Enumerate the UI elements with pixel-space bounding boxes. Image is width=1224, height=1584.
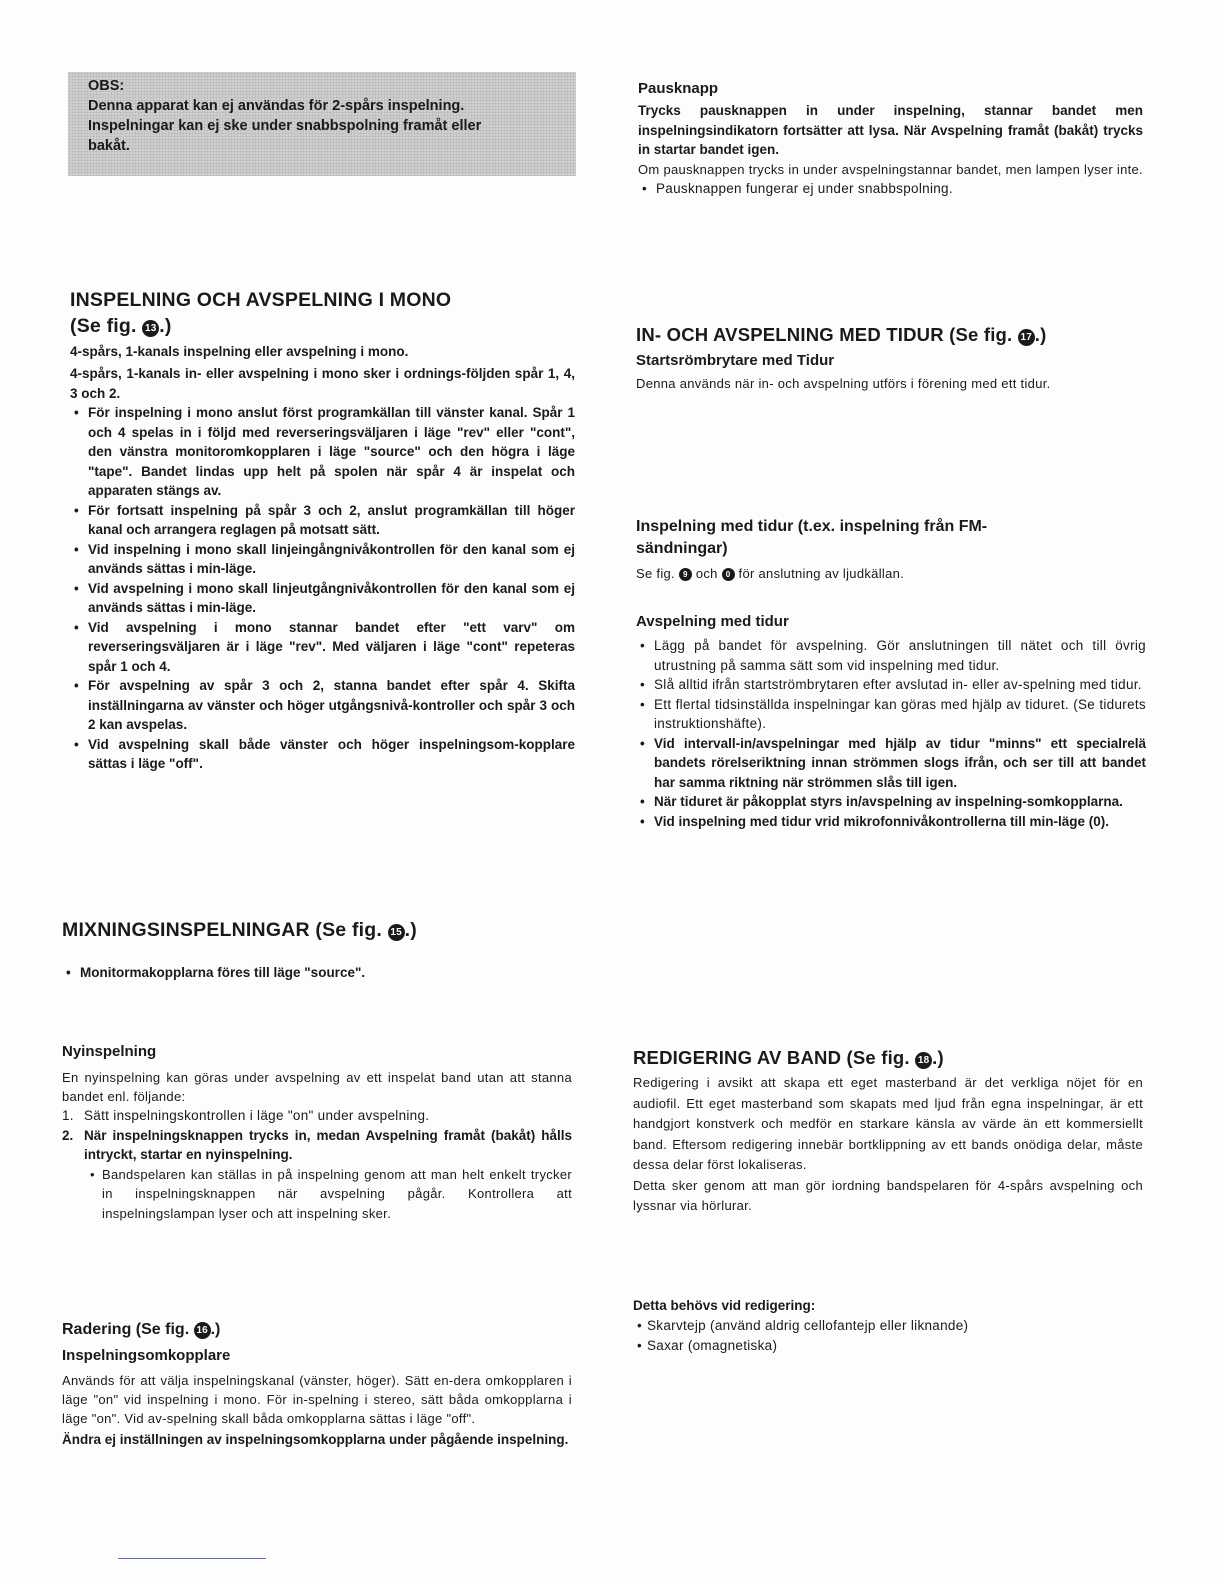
mix-section (62, 917, 572, 983)
mix-title-text: MIXNINGSINSPELNINGAR (62, 919, 310, 941)
redigering-section (633, 1045, 1143, 1217)
radering-text: Används för att välja inspelningskanal (vänster, höger). Sätt en-dera omkopplaren i läge "on" vid inspelning i mono. För in-spelning i stereo, sätt båda omkopplarna i läge "on". Vid av-spelning skall båda omkopplarna sättas i läge "off". (62, 1373, 572, 1426)
list-item: • För fortsatt inspelning på spår 3 och 2, anslut programkällan till höger kanal och arrangera reglagen på motsatt sätt. (70, 501, 575, 540)
tidur-avsp-bullets (636, 636, 1146, 831)
fig-suffix: .) (210, 1321, 221, 1338)
step-text: När inspelningsknappen trycks in, medan Avspelning framåt (bakåt) hålls intryckt, startar en nyinspelning. (84, 1127, 572, 1162)
obs-notice-box (68, 72, 576, 176)
text-prefix: Se fig. (636, 566, 675, 581)
nyinspelning-steps (62, 1106, 572, 1165)
paus-text: Om pausknappen trycks in under avspelningstannar bandet, men lampen lyser inte. (638, 161, 1143, 177)
tidur-insp-text (636, 564, 1056, 583)
list-item (62, 1106, 572, 1126)
list-item: • Vid avspelning i mono stannar bandet efter "ett varv" om reverseringsväljaren är i läge "rev". Med väljaren i läge "cont" repeteras spår 1 och 4. (70, 618, 575, 677)
text-suffix: för anslutning av ljudkällan. (738, 566, 905, 581)
fig-number-badge: 16 (194, 1322, 211, 1339)
tidur-avsp-section (636, 611, 1146, 831)
fig-suffix: .) (932, 1047, 944, 1068)
redigering-text2: Detta sker genom att man gör iordning bandspelaren för 4-spårs avspelning och lyssnar via hörlurar. (633, 1177, 1143, 1213)
obs-line: bakåt. (88, 138, 130, 154)
fig-number-badge: 18 (915, 1052, 932, 1069)
list-item: • För inspelning i mono anslut först programkällan till vänster kanal. Spår 1 och 4 spelas in i följd med reverseringsväljaren i läge "rev" eller "cont", den vänstra monitoromkopplaren i läge "source" och den högra i läge "tape". Bandet lindas upp helt på spolen när spår 4 är inspelat och apparaten stängs av. (70, 403, 575, 501)
mono-intro: 4-spårs, 1-kanals in- eller avspelning i mono sker i ordnings-följden spår 1, 4, 3 och 2. (70, 366, 575, 401)
text-mid: och (695, 566, 718, 581)
fig-number-badge: 13 (142, 320, 159, 337)
fig-suffix: .) (159, 315, 172, 337)
list-item: • Skarvtejp (använd aldrig cellofantejp eller liknande) (633, 1316, 1143, 1336)
redigering-text1: Redigering i avsikt att skapa ett eget masterband är det verkliga nöjet för en audiofil. Ett eget masterband som skapats med ljud från egna inspelningar, är ett handgjort konstverk och medför en starkare känsla av värde än ett kommersiellt band. Eftersom redigering innebär bortklippning av ett bands onödiga delar, måste dessa delar först lokaliseras. (633, 1075, 1143, 1172)
tidur-avsp-title: Avspelning med tidur (636, 613, 789, 630)
tidur-insp-section (636, 516, 1056, 583)
fig-suffix: .) (1034, 324, 1047, 345)
nyinspelning-intro: En nyinspelning kan göras under avspelning av ett inspelat band utan att stanna bandet enl. följande: (62, 1070, 572, 1104)
list-item: • Saxar (omagnetiska) (633, 1336, 1143, 1356)
tidur-section (636, 322, 1146, 393)
obs-line: Inspelningar kan ej ske under snabbspolning framåt eller (88, 118, 482, 134)
fig-prefix: (Se fig. (846, 1047, 910, 1068)
footer-divider (118, 1558, 266, 1559)
radering-title-text: Radering (62, 1321, 132, 1338)
list-item: • Vid inspelning med tidur vrid mikrofonnivåkontrollerna till min-läge (0). (636, 812, 1146, 832)
list-item: • Vid avspelning i mono skall linjeutgångnivåkontrollen för den kanal som ej används sättas i min-läge. (70, 579, 575, 618)
tidur-title (636, 322, 1146, 348)
mono-fig-ref (70, 313, 575, 339)
fig-prefix: (Se fig. (315, 919, 383, 941)
list-item (62, 1126, 572, 1165)
mix-bullet-list (62, 963, 572, 983)
radering-warning: Ändra ej inställningen av inspelningsomkopplarna under pågående inspelning. (62, 1432, 569, 1447)
obs-line: Denna apparat kan ej användas för 2-spårs inspelning. (88, 98, 465, 114)
fig-prefix: (Se fig. (949, 324, 1013, 345)
paus-section (638, 78, 1143, 198)
paus-text-bold: Trycks pausknappen in under inspelning, stannar bandet men inspelningsindikatorn fortsätter att lysa. När Avspelning framåt (bakåt) trycks in startar bandet igen. (638, 103, 1143, 157)
fig-number-badge: 15 (388, 924, 405, 941)
step-number: 1. (62, 1108, 74, 1123)
list-item: • Lägg på bandet för avspelning. Gör anslutningen till nätet och till övrig utrustning på samma sätt som vid inspelning med tidur. (636, 636, 1146, 675)
radering-title (62, 1318, 572, 1342)
mix-title (62, 917, 572, 943)
fig-suffix: .) (404, 919, 417, 941)
list-item: • Monitormakopplarna föres till läge "source". (62, 963, 572, 983)
mono-section (70, 287, 575, 774)
mono-bullet-list (70, 403, 575, 774)
fig-number-badge: 17 (1018, 329, 1035, 346)
list-item: • Vid avspelning skall både vänster och höger inspelningsom-kopplare sättas i läge "off". (70, 735, 575, 774)
paus-title: Pausknapp (638, 80, 719, 97)
tidur-text: Denna används när in- och avspelning utförs i förening med ett tidur. (636, 376, 1051, 391)
list-item: • Vid inspelning i mono skall linjeingångnivåkontrollen för den kanal som ej används sättas i min-läge. (70, 540, 575, 579)
list-item: • För avspelning av spår 3 och 2, stanna bandet efter spår 4. Skifta inställningarna av vänster och höger utgångsnivå-kontroller och spår 3 och 2 kan avspelas. (70, 676, 575, 735)
fig-number-badge: 9 (679, 568, 692, 581)
mono-title: INSPELNING OCH AVSPELNING I MONO (70, 289, 452, 311)
radering-section (62, 1318, 572, 1450)
radering-subtitle: Inspelningsomkopplare (62, 1347, 231, 1364)
mono-subtitle: 4-spårs, 1-kanals inspelning eller avspelning i mono. (70, 344, 409, 359)
behovs-list (633, 1316, 1143, 1355)
tidur-insp-title: Inspelning med tidur (t.ex. inspelning från FM-sändningar) (636, 518, 988, 557)
nyinspelning-note: • Bandspelaren kan ställas in på inspelning genom att man helt enkelt trycker in inspelningsknappen när avspelning pågår. Kontrollera att inspelningslampan lyser och att inspelning sker. (62, 1165, 572, 1224)
nyinspelning-title: Nyinspelning (62, 1043, 157, 1060)
list-item: • Vid intervall-in/avspelningar med hjälp av tidur "minns" ett specialrelä bandets rörelseriktning innan strömmen slogs ifrån, och ser till att bandet har samma riktning när strömmen slås till igen. (636, 734, 1146, 793)
redigering-title-text: REDIGERING AV BAND (633, 1047, 842, 1068)
fig-prefix: (Se fig. (70, 315, 137, 337)
list-item: • Ett flertal tidsinställda inspelningar kan göras med hjälp av tiduret. (Se tidurets instruktionshäfte). (636, 695, 1146, 734)
tidur-subtitle: Startsrömbrytare med Tidur (636, 352, 835, 369)
fig-number-badge: 0 (722, 568, 735, 581)
nyinspelning-section (62, 1041, 572, 1223)
paus-bullet-list (638, 179, 1143, 199)
obs-title: OBS: (88, 78, 125, 94)
step-text: Sätt inspelningskontrollen i läge "on" under avspelning. (84, 1108, 430, 1123)
behovs-title: Detta behövs vid redigering: (633, 1298, 816, 1313)
behovs-section (633, 1296, 1143, 1355)
list-item: • När tiduret är påkopplat styrs in/avspelning av inspelning-somkopplarna. (636, 792, 1146, 812)
step-number: 2. (62, 1127, 74, 1143)
tidur-title-text: IN- OCH AVSPELNING MED TIDUR (636, 324, 944, 345)
redigering-title (633, 1045, 1143, 1071)
fig-prefix: (Se fig. (135, 1321, 190, 1338)
list-item: • Slå alltid ifrån startströmbrytaren efter avslutad in- eller av-spelning med tidur. (636, 675, 1146, 695)
list-item: • Pausknappen fungerar ej under snabbspolning. (638, 179, 1143, 199)
